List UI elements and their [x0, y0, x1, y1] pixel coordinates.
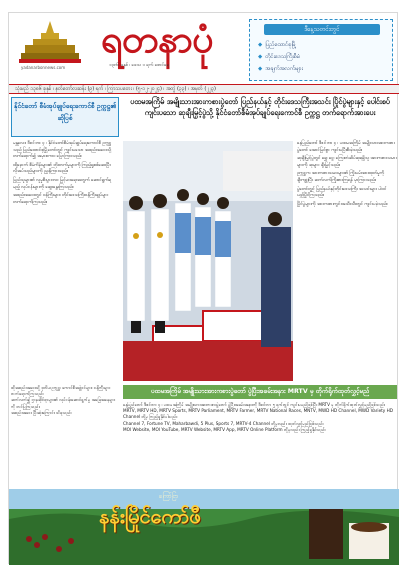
second-story-body: [123, 402, 397, 486]
paragraph: ပွဲတော်တွင် ပြည်နယ်နှင့်တိုင်းဒေသကြီး အသင်းများ ပါဝင်ယှဉ်ပြိုင်ကြသည်။: [297, 186, 387, 199]
paper-title: ရတနာပုံ: [101, 16, 213, 61]
paragraph: MOI Website, MOI YouTube, MRTV Website, MRTV App, MRTV Online Platform တို့မှလည်း ကြည့်ရှုနိုင်သည်။: [123, 426, 326, 432]
lead-story-body: [297, 141, 397, 381]
diamond-bullet-icon: ◆: [258, 66, 263, 72]
left-column-header[interactable]: နိုင်ငံတော် စီမံအုပ်ချုပ်ရေးကောင်စီ ဥက္ကဋ္ဌ၏ ဆိုပြစ်: [11, 97, 119, 137]
lead-headline[interactable]: ပထမအကြိမ် အမျိုးသားအားကစားပွဲတော် ပြည်နယ်နှင့် တိုင်းဒေသကြီးအသင်း ပြိုင်ပွဲများနှင့် ပေါင်းစပ်ကျင်းပသော ဆုချီးမြှင့်ပွဲသို့ နိုင်ငံတော်စီမံအုပ်ချုပ်ရေးကောင်စီ ဥက္ကဋ္ဌ တက်ရောက်အားပေး: [130, 97, 390, 117]
highlight-item[interactable]: ◆ အချက်အလက်များ: [258, 66, 303, 72]
coffee-advertisement[interactable]: [9, 489, 399, 565]
paragraph: ဆက်လက်၍ ဌာနဆိုင်ရာများ၏ လုပ်ငန်းဆောင်ရွက်မှု အခြေအနေများကို တင်ပြကြသည်။: [11, 397, 115, 409]
paragraph: မန္တလေး၊ ဒီဇင်ဘာ ၄ ၊ နိုင်ငံတော်စီမံအုပ်ချုပ်ရေးကောင်စီ ဥက္ကဋ္ဌ သည် ပြည်ထောင်စုမြို့တော်တွင် ကျင်းပသော အစည်းအဝေးသို့ တက်ရောက်၍ အမှာစကား ပြောကြားသည်။: [13, 141, 112, 160]
paragraph: ဥက္ကဋ္ဌက အားကစားသမားများ၏ ကြိုးပမ်းအားထုတ်မှုကို ချီးကျူးပြီး ဆက်လက်ကြိုးစားကြရန် မှာကြားသည်။: [297, 171, 385, 183]
pagoda-emblem-icon: [19, 19, 81, 65]
paragraph: အစည်းအဝေး ပြီးဆုံးကြောင်း သိရသည်။: [11, 409, 72, 415]
coffee-plantation-illustration: [9, 489, 399, 565]
paragraph: Channel 7, Fortune TV, Maharbawdi, 5 Plus, Sports 7, MRTV-4 Channel တို့မှလည်း ထုတ်လွှင့်မည်ဖြစ်သည်။: [123, 420, 324, 426]
dateline: သုံးမည် ၁၃၈၆ ခုနှစ် ၊ နတ်တော်လဆန်း (၉) ရက် ၊ ကြာသပတေး ၊ (၅-၁၂-၂၀၂၄) ၊ အတွဲ (၃၃) ၊ အမှတ် (၂၂၃): [9, 84, 399, 94]
masthead: [9, 13, 399, 83]
left-column: [11, 97, 119, 382]
highlight-item[interactable]: ◆ ပြည်ထောင်စုမြို့: [258, 42, 297, 48]
paragraph: ပြည်သူများ၏ လူမှုစီးပွားဘဝ မြင့်မားရေးအတွက် ဆောင်ရွက်ရမည့် လုပ်ငန်းများကို ဆွေးနွေးကြသည်။: [13, 177, 112, 190]
left-column-continued: [11, 385, 119, 486]
left-column-body: [13, 141, 117, 208]
paragraph: ပြိုင်ပွဲများကို အားကစားကွင်းအသီးသီးတွင် ကျင်းပခဲ့သည်။: [297, 201, 388, 207]
highlights-title: ဒီနေ့သတင်းတွင်: [264, 24, 380, 35]
ad-tagline: ကြော်ငြာ: [159, 493, 179, 500]
paragraph: အစည်းအဝေးတွင် ဝန်ကြီးများ၊ တိုင်းဒေသကြီးဝန်ကြီးချုပ်များ တက်ရောက်ကြသည်။: [13, 193, 109, 205]
highlight-item[interactable]: ◆ တိုင်းဒေသကြီးစီမံ: [258, 54, 300, 60]
diamond-bullet-icon: ◆: [258, 42, 263, 48]
site-url: yadanarbonnews.com: [21, 65, 66, 70]
paragraph: ထိုအစည်းအဝေးသို့ ဒုတိယဥက္ကဋ္ဌ၊ ကောင်စီအဖွဲ့ဝင်များ၊ ဝန်ကြီးများ တက်ရောက်ကြသည်။: [11, 385, 111, 397]
ad-brand-name: နန်းမြိုင်ကော်ဖီ: [99, 504, 201, 528]
medal-ceremony-photo[interactable]: [123, 141, 293, 381]
second-story-headline[interactable]: ပထမအကြိမ် အမျိုးသားအားကစားပွဲတော် ပွဲပြီးအခမ်းအနား MRTV မှ တိုက်ရိုက်ထုတ်လွှင့်မည်: [123, 385, 397, 399]
paper-subtitle: ၁၃၈၆ ခုနှစ် ၊ ဖေသ ၁ ရက် စောင်ရေ: [109, 63, 170, 68]
newspaper-front-page: [8, 12, 398, 564]
paragraph: နေပြည်တော် ဒီဇင်ဘာ ၄ ၊ ပထမအကြိမ် အမျိုးသားအားကစားပွဲတော် ပွဲပြီးအခမ်းအနားကို ဒီဇင်ဘာ ၅ ရက်တွင် ကျင်းပမည်ဖြစ်ပြီး MRTV မှ တိုက်ရိုက်ထုတ်လွှင့်မည်ဖြစ်သည်။: [123, 402, 386, 407]
paragraph: နေပြည်တော် ဒီဇင်ဘာ ၄ ၊ ပထမအကြိမ် အမျိုးသားအားကစားပွဲတော် အောင်မြင်စွာ ကျင်းပပြီးစီးခဲ့သည်။: [297, 141, 395, 153]
paragraph: ထို့နောက် စီမံကိန်းများ၏ တိုးတက်မှုများကို ကြည့်ရှုစစ်ဆေးပြီး လိုအပ်သည်များကို ညွှန်ကြားသည်။: [13, 162, 111, 175]
paragraph: ဆုချီးမြှင့်ပွဲတွင် ရွှေ၊ ငွေ၊ ကြေးတံဆိပ်ဆုရရှိသူ အားကစားသမားများကို ဆုများ ချီးမြှင့်သည်။: [297, 156, 397, 168]
paragraph: MRTV, MRTV HD, MRTV Sports, MRTV Parliament, MRTV Farmer, MRTV National Races, MNTV, MWD HD Channel, MWD Variety HD Channel တို့မှ ကြည့်ရှုနိုင်ပါသည်။: [123, 408, 393, 420]
highlights-box: [249, 19, 393, 81]
diamond-bullet-icon: ◆: [258, 54, 263, 60]
